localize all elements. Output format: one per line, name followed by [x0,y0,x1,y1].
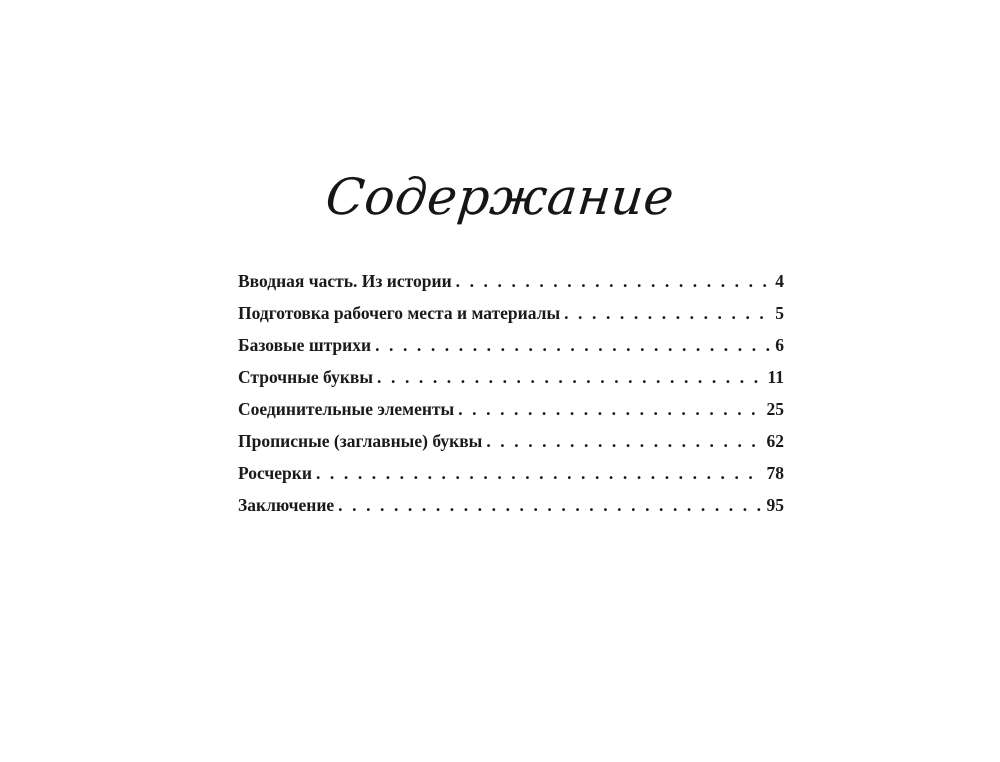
toc-entry-conclusion [238,495,784,527]
toc-dot-leader [564,303,771,324]
table-of-contents [238,271,784,527]
toc-page-number: 11 [767,367,784,387]
toc-entry-label: Подготовка рабочего места и материалы [238,303,561,323]
toc-page-number: 78 [766,463,784,483]
toc-page-number: 4 [775,271,784,291]
toc-entry-basic-strokes [238,335,784,367]
toc-page-number: 62 [766,431,784,451]
toc-dot-leader [377,367,763,388]
toc-page-number: 6 [775,335,784,355]
toc-dot-leader [375,335,771,356]
toc-entry-label: Вводная часть. Из истории [238,271,452,291]
toc-entry-introduction [238,271,784,303]
toc-dot-leader [486,431,762,452]
toc-dot-leader [338,495,762,516]
toc-entry-connecting [238,399,784,431]
toc-entry-label: Базовые штрихи [238,335,372,355]
toc-entry-label: Строчные буквы [238,367,374,387]
toc-entry-label: Прописные (заглавные) буквы [238,431,483,451]
toc-dot-leader [458,399,762,420]
page-title: Содержание [322,168,678,226]
toc-dot-leader [316,463,763,484]
toc-page-number: 5 [775,303,784,323]
toc-page-number: 25 [766,399,784,419]
toc-entry-uppercase [238,431,784,463]
toc-entry-lowercase [238,367,784,399]
toc-entry-flourishes [238,463,784,495]
toc-page-number: 95 [766,495,784,515]
toc-entry-label: Соединительные элементы [238,399,455,419]
toc-entry-label: Заключение [238,495,335,515]
toc-entry-workplace [238,303,784,335]
toc-dot-leader [456,271,772,292]
toc-entry-label: Росчерки [238,463,312,483]
